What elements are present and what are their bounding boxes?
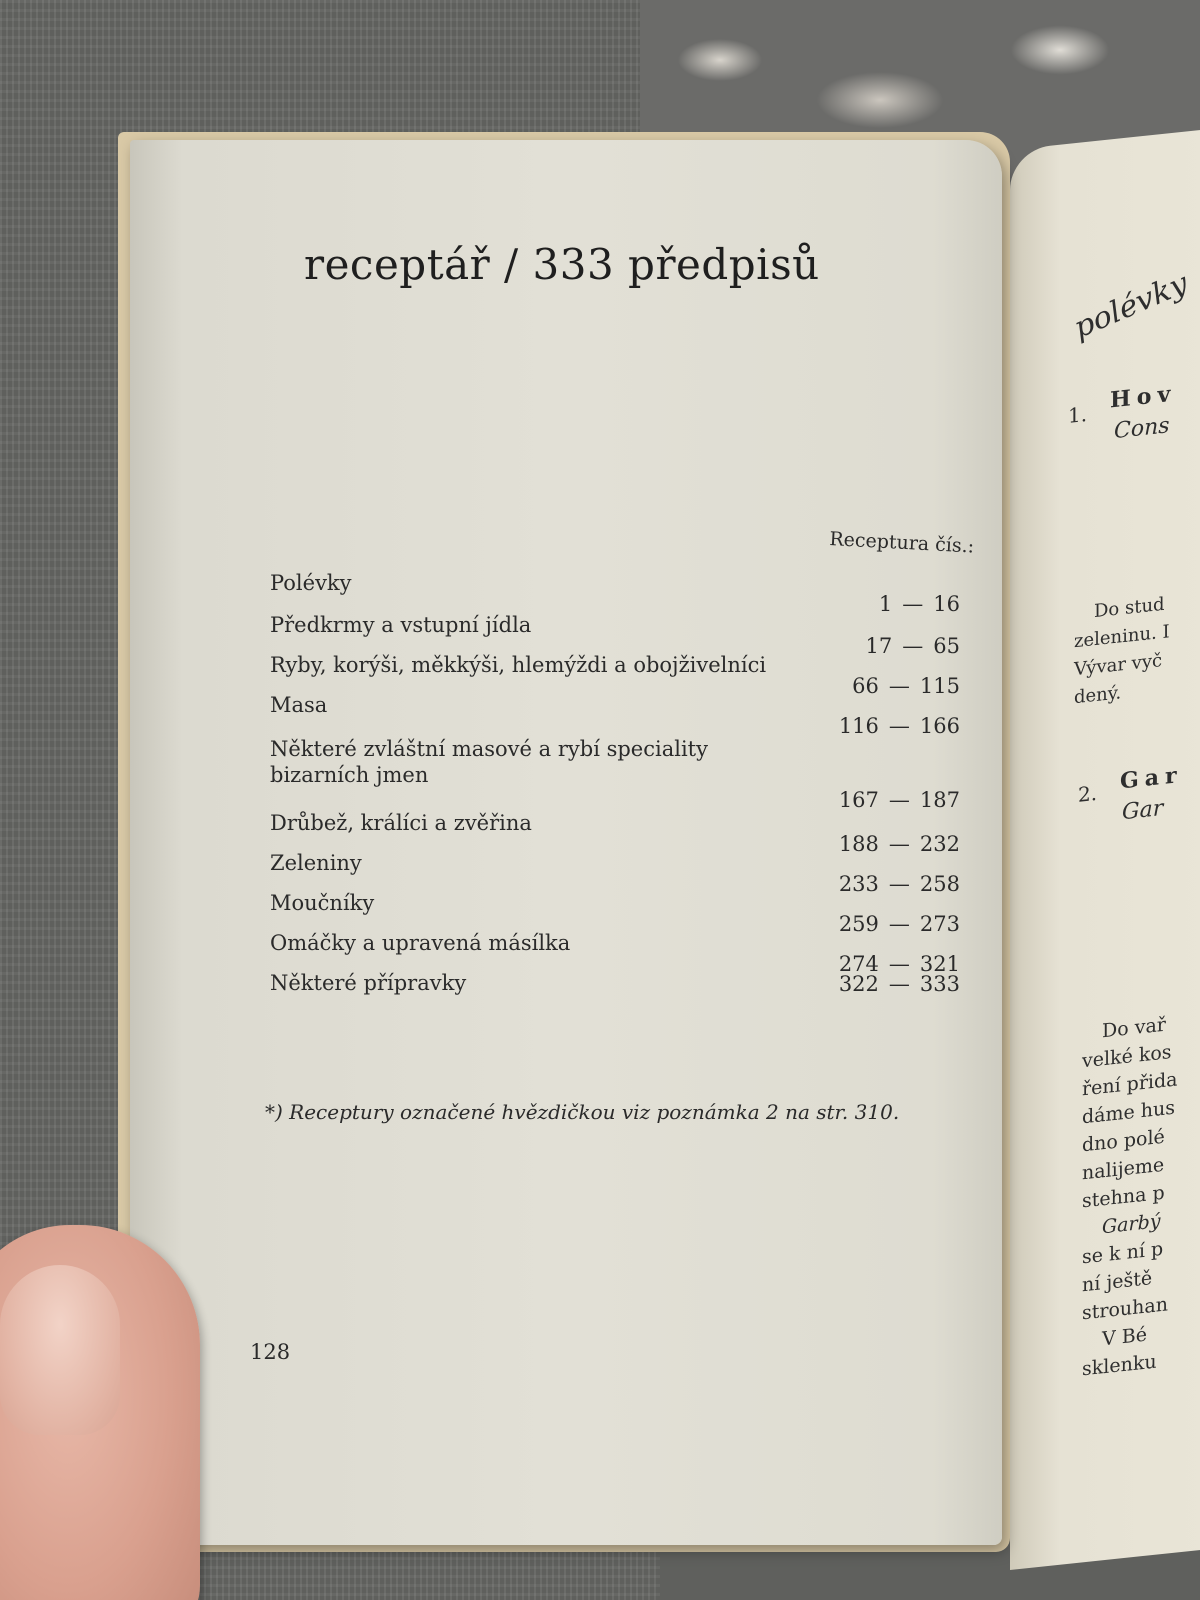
- toc-label: Omáčky a upravená másílka: [270, 931, 571, 955]
- recipe-2-subtitle: Gar: [1122, 795, 1164, 826]
- toc-range: 188 — 232: [838, 832, 960, 856]
- right-page: [1010, 129, 1200, 1570]
- toc-label: Některé přípravky: [270, 971, 467, 995]
- left-page: [130, 140, 1002, 1545]
- toc-row: [270, 612, 960, 658]
- recipe-2-line-11: strouhan: [1082, 1293, 1168, 1325]
- recipe-2-line-5: dno polé: [1082, 1125, 1165, 1157]
- toc-label: Drůbež, králíci a zvěřina: [270, 811, 532, 835]
- recipe-2-line-4: dáme hus: [1082, 1096, 1176, 1129]
- toc-row: [270, 570, 960, 616]
- toc-label: Zeleniny: [270, 851, 362, 875]
- toc-label: Moučníky: [270, 891, 375, 915]
- page-number: 128: [250, 1340, 291, 1364]
- recipe-1-line-4: dený.: [1074, 682, 1122, 709]
- toc-row: [270, 970, 960, 1010]
- toc-range: 116 — 166: [838, 714, 960, 738]
- recipe-2-line-9: se k ní p: [1082, 1237, 1164, 1269]
- toc-range: 322 — 333: [838, 972, 960, 996]
- toc-label-continued: bizarních jmen: [270, 763, 429, 787]
- toc-range: 233 — 258: [838, 872, 960, 896]
- recipe-1-line-3: Vývar vyč: [1074, 650, 1163, 681]
- recipe-1-number: 1.: [1068, 401, 1088, 428]
- running-head: polévky: [1070, 265, 1192, 346]
- toc-range: 259 — 273: [838, 912, 960, 936]
- thumb: [0, 1225, 200, 1600]
- recipe-1-title: Hov: [1110, 380, 1177, 414]
- toc-range: 274 — 321: [838, 952, 960, 976]
- recipe-2-number: 2.: [1078, 780, 1098, 807]
- toc-row: [270, 692, 960, 738]
- toc-row: [270, 810, 960, 856]
- page-title: receptář / 333 předpisů: [304, 240, 820, 289]
- recipe-number-header: Receptura čís.:: [828, 528, 975, 558]
- thumbnail: [0, 1265, 120, 1435]
- toc-range: 17 — 65: [865, 634, 960, 658]
- toc-row: [270, 930, 960, 976]
- toc-label: Masa: [270, 693, 328, 717]
- recipe-2-line-7: stehna p: [1082, 1181, 1165, 1213]
- toc-range: 1 — 16: [878, 592, 960, 616]
- toc-row: [270, 850, 960, 896]
- recipe-1-subtitle: Cons: [1114, 413, 1170, 445]
- recipe-1-line-1: Do stud: [1094, 593, 1165, 623]
- recipe-2-line-2: velké kos: [1082, 1041, 1172, 1073]
- recipe-2-line-12: V Bé: [1102, 1323, 1147, 1351]
- recipe-2-line-3: ření přida: [1082, 1068, 1178, 1101]
- recipe-1-line-2: zeleninu. I: [1074, 621, 1170, 653]
- recipe-2-line-1: Do vař: [1102, 1013, 1166, 1043]
- recipe-2-title: Gar: [1120, 761, 1183, 795]
- footnote: *) Receptury označené hvězdičkou viz poznámka 2 na str. 310.: [265, 1100, 900, 1124]
- toc-label: Ryby, korýši, měkkýši, hlemýždi a obojživelníci: [270, 653, 767, 677]
- toc-range: 66 — 115: [852, 674, 960, 698]
- toc-range: 167 — 187: [838, 788, 960, 812]
- toc-row: [270, 736, 960, 812]
- toc-label: Polévky: [270, 571, 352, 595]
- recipe-2-line-8: Garbý: [1102, 1210, 1161, 1239]
- toc-label: Některé zvláštní masové a rybí speciality: [270, 737, 708, 761]
- toc-row: [270, 890, 960, 936]
- recipe-2-line-6: nalijeme: [1082, 1153, 1165, 1185]
- toc-label: Předkrmy a vstupní jídla: [270, 613, 532, 637]
- recipe-2-line-10: ní ještě: [1082, 1267, 1153, 1297]
- recipe-2-line-13: sklenku: [1082, 1350, 1157, 1381]
- toc-row: [270, 652, 960, 698]
